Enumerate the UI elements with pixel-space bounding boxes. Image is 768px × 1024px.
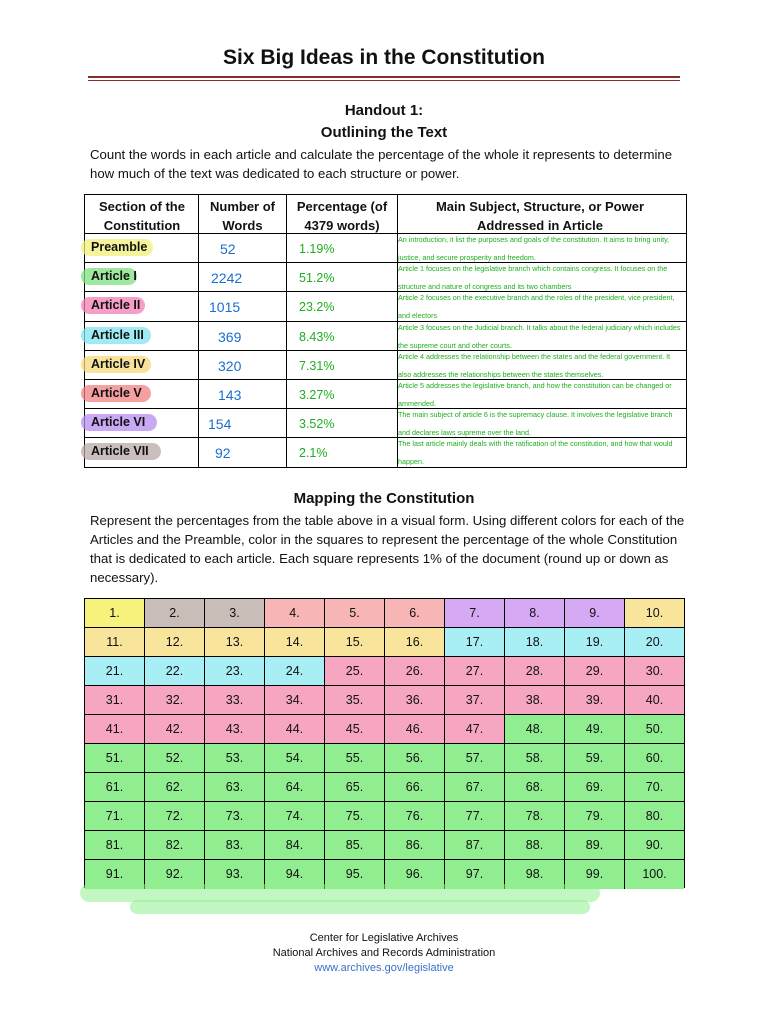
grid-square-85: 85. bbox=[325, 831, 385, 860]
row-subject: An introduction, it list the purposes and goals of the constitution. It aims to bring unity, justice, and secure prosperity and freedom. bbox=[398, 235, 670, 262]
grid-square-18: 18. bbox=[505, 628, 565, 657]
row-percentage: 7.31% bbox=[299, 359, 335, 373]
grid-square-32: 32. bbox=[145, 686, 205, 715]
row-percentage: 8.43% bbox=[299, 330, 335, 344]
grid-square-25: 25. bbox=[325, 657, 385, 686]
grid-square-31: 31. bbox=[85, 686, 145, 715]
intro-text: Count the words in each article and calculate the percentage of the whole it represents to determine how much of the text was dedicated to each structure or power. bbox=[90, 147, 673, 181]
grid-square-94: 94. bbox=[265, 860, 325, 889]
row-percentage: 51.2% bbox=[299, 271, 335, 285]
handout-label: Handout 1: bbox=[344, 102, 424, 119]
grid-square-63: 63. bbox=[205, 773, 265, 802]
grid-square-95: 95. bbox=[325, 860, 385, 889]
row-word-count: 320 bbox=[218, 358, 242, 374]
header-percentage: Percentage (of 4379 words) bbox=[296, 199, 388, 233]
grid-square-9: 9. bbox=[565, 599, 625, 628]
header-section: Section of the Constitution bbox=[99, 199, 185, 233]
grid-square-41: 41. bbox=[85, 715, 145, 744]
grid-square-92: 92. bbox=[145, 860, 205, 889]
title-rule-thin bbox=[88, 80, 680, 81]
grid-square-17: 17. bbox=[445, 628, 505, 657]
grid-square-46: 46. bbox=[385, 715, 445, 744]
grid-square-65: 65. bbox=[325, 773, 385, 802]
row-subject: The main subject of article 6 is the supremacy clause. It involves the legislative branch and declares laws supreme over the land. bbox=[398, 410, 673, 437]
grid-square-71: 71. bbox=[85, 802, 145, 831]
grid-square-61: 61. bbox=[85, 773, 145, 802]
grid-square-48: 48. bbox=[505, 715, 565, 744]
row-percentage: 3.27% bbox=[299, 388, 335, 402]
row-percentage: 23.2% bbox=[299, 300, 335, 314]
grid-square-37: 37. bbox=[445, 686, 505, 715]
grid-square-84: 84. bbox=[265, 831, 325, 860]
mapping-instructions: Represent the percentages from the table above in a visual form. Using different colors for each of the Articles and the Preamble, color in the squares to represent the percentage of the whole Constitution that is dedicated to each article. Each square represents 1% of the document (round up or down as necessary). bbox=[90, 513, 685, 585]
grid-square-75: 75. bbox=[325, 802, 385, 831]
grid-square-23: 23. bbox=[205, 657, 265, 686]
row-section: Article V bbox=[91, 386, 142, 400]
footer-line2: National Archives and Records Administration bbox=[272, 947, 496, 959]
grid-square-36: 36. bbox=[385, 686, 445, 715]
grid-square-26: 26. bbox=[385, 657, 445, 686]
header-words: Number of Words bbox=[210, 199, 275, 233]
row-percentage: 3.52% bbox=[299, 417, 335, 431]
grid-square-72: 72. bbox=[145, 802, 205, 831]
grid-square-42: 42. bbox=[145, 715, 205, 744]
row-word-count: 92 bbox=[215, 445, 231, 461]
row-subject: Article 5 addresses the legislative branch, and how the constitution can be changed or ammended. bbox=[398, 381, 672, 408]
grid-square-7: 7. bbox=[445, 599, 505, 628]
grid-square-78: 78. bbox=[505, 802, 565, 831]
grid-square-13: 13. bbox=[205, 628, 265, 657]
row-word-count: 2242 bbox=[211, 270, 243, 286]
row-word-count: 143 bbox=[218, 387, 242, 403]
grid-square-51: 51. bbox=[85, 744, 145, 773]
grid-square-14: 14. bbox=[265, 628, 325, 657]
grid-square-91: 91. bbox=[85, 860, 145, 889]
grid-square-90: 90. bbox=[625, 831, 684, 860]
grid-square-20: 20. bbox=[625, 628, 684, 657]
grid-square-40: 40. bbox=[625, 686, 684, 715]
row-percentage: 1.19% bbox=[299, 242, 335, 256]
footer-link[interactable]: www.archives.gov/legislative bbox=[314, 962, 454, 974]
grid-square-67: 67. bbox=[445, 773, 505, 802]
row-subject: Article 4 addresses the relationship between the states and the federal government. It also addresses the relationships between the states themselves. bbox=[398, 352, 671, 379]
row-subject: Article 1 focuses on the legislative branch which contains congress. It focuses on the structure and nature of congress and its two chambers bbox=[398, 264, 668, 291]
grid-square-50: 50. bbox=[625, 715, 684, 744]
grid-square-28: 28. bbox=[505, 657, 565, 686]
grid-square-56: 56. bbox=[385, 744, 445, 773]
grid-square-22: 22. bbox=[145, 657, 205, 686]
grid-square-83: 83. bbox=[205, 831, 265, 860]
grid-square-82: 82. bbox=[145, 831, 205, 860]
grid-square-77: 77. bbox=[445, 802, 505, 831]
grid-square-16: 16. bbox=[385, 628, 445, 657]
grid-square-49: 49. bbox=[565, 715, 625, 744]
grid-square-1: 1. bbox=[85, 599, 145, 628]
grid-square-24: 24. bbox=[265, 657, 325, 686]
row-word-count: 154 bbox=[208, 416, 232, 432]
grid-square-47: 47. bbox=[445, 715, 505, 744]
grid-square-29: 29. bbox=[565, 657, 625, 686]
grid-square-87: 87. bbox=[445, 831, 505, 860]
grid-square-34: 34. bbox=[265, 686, 325, 715]
grid-square-15: 15. bbox=[325, 628, 385, 657]
grid-square-70: 70. bbox=[625, 773, 684, 802]
grid-square-12: 12. bbox=[145, 628, 205, 657]
grid-square-54: 54. bbox=[265, 744, 325, 773]
grid-square-64: 64. bbox=[265, 773, 325, 802]
grid-square-98: 98. bbox=[505, 860, 565, 889]
grid-square-59: 59. bbox=[565, 744, 625, 773]
grid-square-6: 6. bbox=[385, 599, 445, 628]
page-title: Six Big Ideas in the Constitution bbox=[222, 46, 545, 69]
grid-square-57: 57. bbox=[445, 744, 505, 773]
grid-square-30: 30. bbox=[625, 657, 684, 686]
grid-square-35: 35. bbox=[325, 686, 385, 715]
grid-square-5: 5. bbox=[325, 599, 385, 628]
header-subject: Main Subject, Structure, or Power Addressed in Article bbox=[435, 199, 645, 233]
grid-square-81: 81. bbox=[85, 831, 145, 860]
grid-square-52: 52. bbox=[145, 744, 205, 773]
grid-square-80: 80. bbox=[625, 802, 684, 831]
row-subject: Article 3 focuses on the Judicial branch. It talks about the federal judiciary which includes the supreme court and other courts. bbox=[398, 323, 681, 350]
grid-square-97: 97. bbox=[445, 860, 505, 889]
grid-square-10: 10. bbox=[625, 599, 684, 628]
grid-square-69: 69. bbox=[565, 773, 625, 802]
grid-square-96: 96. bbox=[385, 860, 445, 889]
grid-square-76: 76. bbox=[385, 802, 445, 831]
grid-square-44: 44. bbox=[265, 715, 325, 744]
grid-square-39: 39. bbox=[565, 686, 625, 715]
grid-square-60: 60. bbox=[625, 744, 684, 773]
grid-square-8: 8. bbox=[505, 599, 565, 628]
grid-square-88: 88. bbox=[505, 831, 565, 860]
grid-square-43: 43. bbox=[205, 715, 265, 744]
row-subject: Article 2 focuses on the executive branch and the roles of the president, vice president, and electors bbox=[398, 293, 675, 320]
grid-square-99: 99. bbox=[565, 860, 625, 889]
row-section: Article VI bbox=[91, 415, 146, 429]
grid-square-100: 100. bbox=[625, 860, 684, 889]
row-word-count: 369 bbox=[218, 329, 242, 345]
grid-square-55: 55. bbox=[325, 744, 385, 773]
mapping-heading: Mapping the Constitution bbox=[293, 490, 475, 507]
grid-square-33: 33. bbox=[205, 686, 265, 715]
table-divider bbox=[198, 195, 199, 467]
title-rule bbox=[88, 76, 680, 78]
grid-square-79: 79. bbox=[565, 802, 625, 831]
grid-square-53: 53. bbox=[205, 744, 265, 773]
grid-square-74: 74. bbox=[265, 802, 325, 831]
row-word-count: 1015 bbox=[209, 299, 241, 315]
grid-square-4: 4. bbox=[265, 599, 325, 628]
grid-square-45: 45. bbox=[325, 715, 385, 744]
grid-square-38: 38. bbox=[505, 686, 565, 715]
grid-square-73: 73. bbox=[205, 802, 265, 831]
grid-square-21: 21. bbox=[85, 657, 145, 686]
grid-square-27: 27. bbox=[445, 657, 505, 686]
outline-table bbox=[84, 194, 687, 468]
highlighter-stroke bbox=[130, 900, 590, 914]
row-section: Article III bbox=[91, 328, 144, 342]
handout-subtitle: Outlining the Text bbox=[320, 124, 448, 141]
row-section: Article I bbox=[91, 269, 137, 283]
grid-square-11: 11. bbox=[85, 628, 145, 657]
grid-square-93: 93. bbox=[205, 860, 265, 889]
grid-square-68: 68. bbox=[505, 773, 565, 802]
percentage-grid bbox=[84, 598, 685, 888]
grid-square-62: 62. bbox=[145, 773, 205, 802]
footer-line1: Center for Legislative Archives bbox=[309, 932, 459, 944]
grid-square-89: 89. bbox=[565, 831, 625, 860]
grid-square-19: 19. bbox=[565, 628, 625, 657]
row-section: Article IV bbox=[91, 357, 146, 371]
grid-square-86: 86. bbox=[385, 831, 445, 860]
row-section: Article VII bbox=[91, 444, 149, 458]
row-section: Article II bbox=[91, 298, 141, 312]
grid-square-66: 66. bbox=[385, 773, 445, 802]
row-word-count: 52 bbox=[220, 241, 236, 257]
grid-square-58: 58. bbox=[505, 744, 565, 773]
grid-square-3: 3. bbox=[205, 599, 265, 628]
grid-square-2: 2. bbox=[145, 599, 205, 628]
row-section: Preamble bbox=[91, 240, 148, 254]
row-percentage: 2.1% bbox=[299, 446, 328, 460]
row-subject: The last article mainly deals with the ratification of the constitution, and how that would happen. bbox=[398, 439, 673, 466]
